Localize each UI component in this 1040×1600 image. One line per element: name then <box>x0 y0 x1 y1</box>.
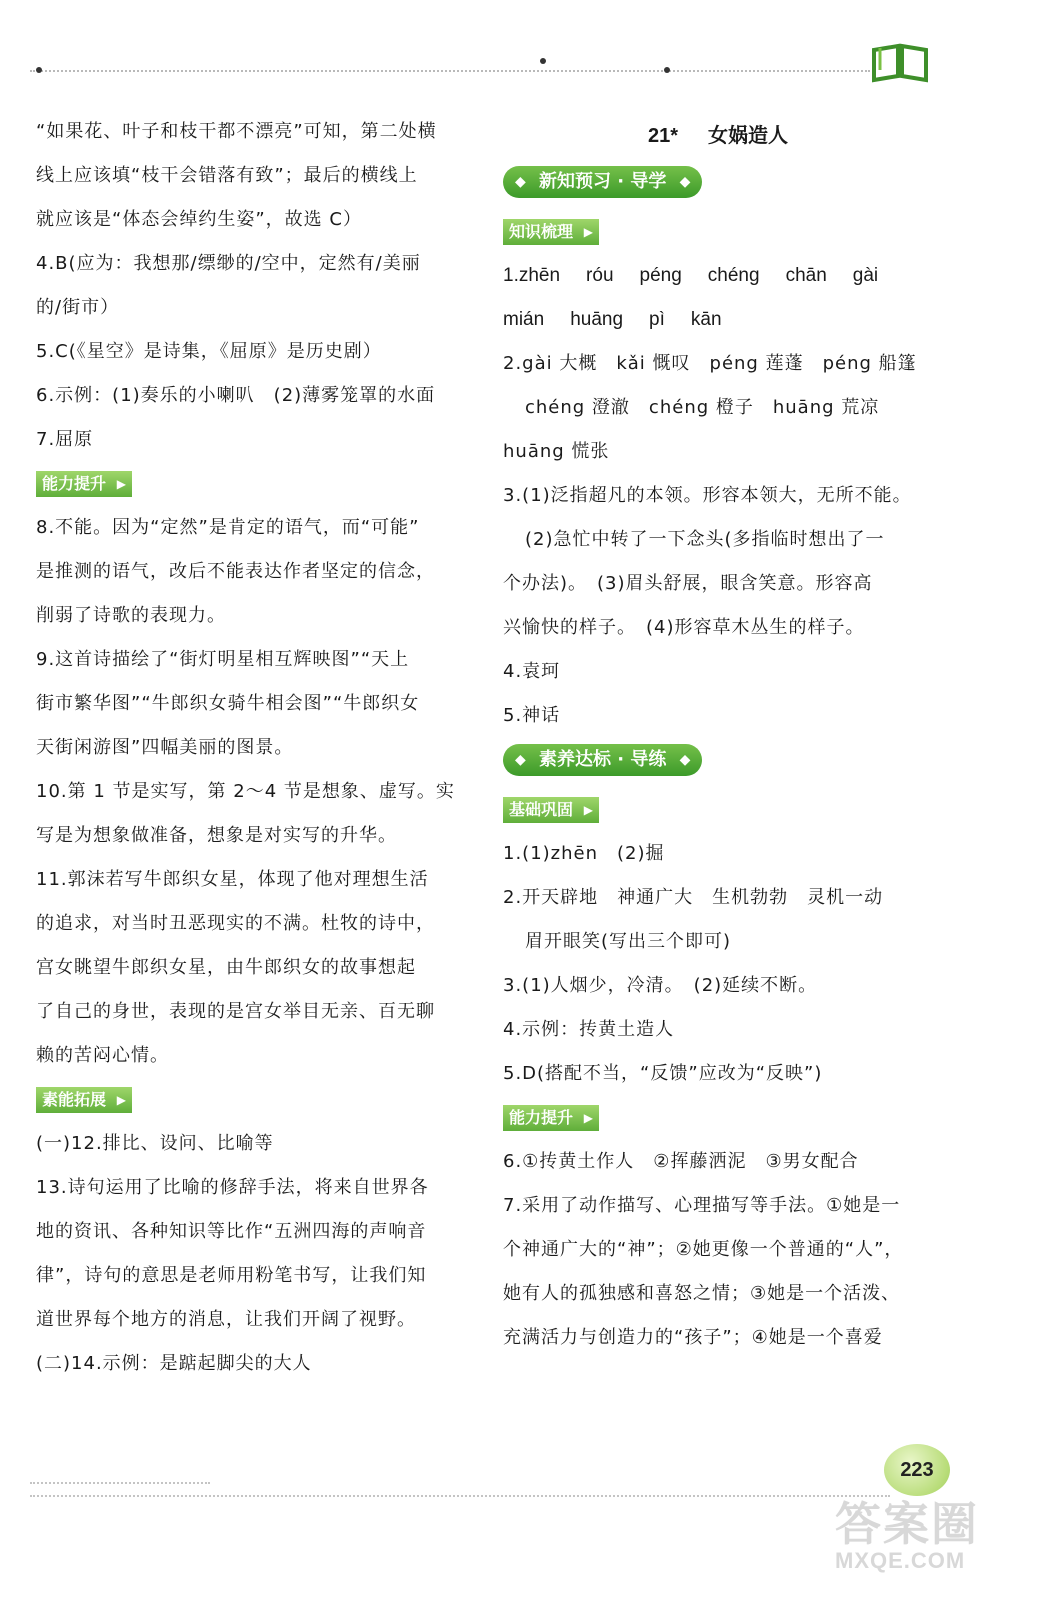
text-line: (2)急忙中转了一下念头(多指临时想出了一 <box>525 529 885 550</box>
text-line: “如果花、叶子和枝干都不漂亮”可知，第二处横 <box>36 121 437 142</box>
text-line: 是推测的语气，改后不能表达作者坚定的信念， <box>36 561 435 582</box>
text-line: 削弱了诗歌的表现力。 <box>36 605 226 626</box>
pinyin-item: chān <box>785 265 827 286</box>
pinyin-item: pì <box>649 309 665 330</box>
text-line: 的/街市） <box>36 297 120 318</box>
text-line: 10.第 1 节是实写，第 2～4 节是想象、虚写。实 <box>36 781 455 802</box>
pinyin-item: gài <box>852 265 879 286</box>
text-line: 4.袁珂 <box>503 661 561 682</box>
watermark-cn: 答案圈 <box>835 1498 979 1550</box>
text-line: 5.神话 <box>503 705 561 726</box>
text-line: (二)14.示例：是踮起脚尖的大人 <box>36 1353 312 1374</box>
text-line: 的追求，对当时丑恶现实的不满。杜牧的诗中， <box>36 913 435 934</box>
text-line: 3.(1)泛指超凡的本领。形容本领大，无所不能。 <box>503 485 912 506</box>
text-line: 充满活力与创造力的“孩子”；④她是一个喜爱 <box>503 1327 883 1348</box>
watermark-logo <box>835 1500 1035 1590</box>
text-line: 4.B(应为：我想那/缥缈的/空中，定然有/美丽 <box>36 253 421 274</box>
section-tag-expand: 素能拓展 ▶ <box>36 1087 132 1113</box>
section-banner-preview: ◆ 新知预习 · 导学 ◆ <box>503 166 702 198</box>
left-column <box>36 110 466 1386</box>
text-line: 她有人的孤独感和喜怒之情；③她是一个活泼、 <box>503 1283 901 1304</box>
text-line: 赖的苦闷心情。 <box>36 1045 169 1066</box>
watermark-en: MXQE.COM <box>835 1548 966 1573</box>
text-line: chéng 澄澈 chéng 橙子 huāng 荒凉 <box>525 397 880 418</box>
text-line: 街市繁华图”“牛郎织女骑牛相会图”“牛郎织女 <box>36 693 420 714</box>
pinyin-row <box>503 298 933 342</box>
text-line: 线上应该填“枝干会错落有致”；最后的横线上 <box>36 165 418 186</box>
header-dot <box>36 67 42 73</box>
footer-dotted-rule <box>30 1495 890 1497</box>
pinyin-item: mián <box>503 309 545 330</box>
text-line: 1.(1)zhēn (2)掘 <box>503 843 665 864</box>
text-line: 个神通广大的“神”；②她更像一个普通的“人”， <box>503 1239 904 1260</box>
text-line: 9.这首诗描绘了“街灯明星相互辉映图”“天上 <box>36 649 410 670</box>
pinyin-item: kān <box>690 309 722 330</box>
pinyin-row <box>503 254 933 298</box>
lesson-number: 21* <box>647 125 679 147</box>
text-line: 天街闲游图”四幅美丽的图景。 <box>36 737 294 758</box>
text-line: 4.示例：抟黄土造人 <box>503 1019 675 1040</box>
text-line: 5.D(搭配不当，“反馈”应改为“反映”) <box>503 1063 823 1084</box>
section-tag-ability: 能力提升 ▶ <box>36 471 132 497</box>
book-icon <box>870 40 930 84</box>
pinyin-item: chéng <box>707 265 760 286</box>
text-line: (一)12.排比、设问、比喻等 <box>36 1133 274 1154</box>
pinyin-item: róu <box>586 265 614 286</box>
text-line: 写是为想象做准备，想象是对实写的升华。 <box>36 825 397 846</box>
text-line: 2.开天辟地 神通广大 生机勃勃 灵机一动 <box>503 887 884 908</box>
text-line: 8.不能。因为“定然”是肯定的语气，而“可能” <box>36 517 420 538</box>
text-line: 宫女眺望牛郎织女星，由牛郎织女的故事想起 <box>36 957 416 978</box>
page-number: 223 <box>884 1444 950 1496</box>
header-dot <box>540 58 546 64</box>
text-line: 了自己的身世，表现的是宫女举目无亲、百无聊 <box>36 1001 435 1022</box>
text-line: 5.C(《星空》是诗集，《屈原》是历史剧） <box>36 341 382 362</box>
text-line: 道世界每个地方的消息，让我们开阔了视野。 <box>36 1309 416 1330</box>
header-dotted-rule <box>30 70 870 72</box>
text-line: 11.郭沫若写牛郎织女星，体现了他对理想生活 <box>36 869 429 890</box>
text-line: huāng 慌张 <box>503 441 610 462</box>
text-line: 地的资讯、各种知识等比作“五洲四海的声响音 <box>36 1221 427 1242</box>
lesson-name: 女娲造人 <box>708 123 789 147</box>
text-line: 6.示例：(1)奏乐的小喇叭 (2)薄雾笼罩的水面 <box>36 385 436 406</box>
section-tag-basic: 基础巩固 ▶ <box>503 797 599 823</box>
text-line: 3.(1)人烟少，冷清。 (2)延续不断。 <box>503 975 818 996</box>
header-dot <box>664 67 670 73</box>
pinyin-item: huāng <box>570 309 624 330</box>
text-line: 兴愉快的样子。 (4)形容草木丛生的样子。 <box>503 617 865 638</box>
footer-dotted-rule <box>30 1482 210 1484</box>
pinyin-item: péng <box>639 265 682 286</box>
text-line: 2.gài 大概 kǎi 慨叹 péng 莲蓬 péng 船篷 <box>503 353 917 374</box>
section-tag-ability: 能力提升 ▶ <box>503 1105 599 1131</box>
pinyin-item: 1.zhēn <box>503 265 561 286</box>
section-banner-practice: ◆ 素养达标 · 导练 ◆ <box>503 744 702 776</box>
text-line: 7.采用了动作描写、心理描写等手法。①她是一 <box>503 1195 901 1216</box>
text-line: 个办法)。 (3)眉头舒展，眼含笑意。形容高 <box>503 573 873 594</box>
right-column <box>503 110 933 1360</box>
text-line: 7.屈原 <box>36 429 94 450</box>
lesson-title <box>503 110 933 160</box>
text-line: 眉开眼笑(写出三个即可) <box>525 931 732 952</box>
text-line: 13.诗句运用了比喻的修辞手法，将来自世界各 <box>36 1177 429 1198</box>
text-line: 律”，诗句的意思是老师用粉笔书写，让我们知 <box>36 1265 427 1286</box>
text-line: 就应该是“体态会绰约生姿”，故选 C） <box>36 209 362 230</box>
text-line: 6.①抟黄土作人 ②挥藤洒泥 ③男女配合 <box>503 1151 859 1172</box>
section-tag-knowledge: 知识梳理 ▶ <box>503 219 599 245</box>
